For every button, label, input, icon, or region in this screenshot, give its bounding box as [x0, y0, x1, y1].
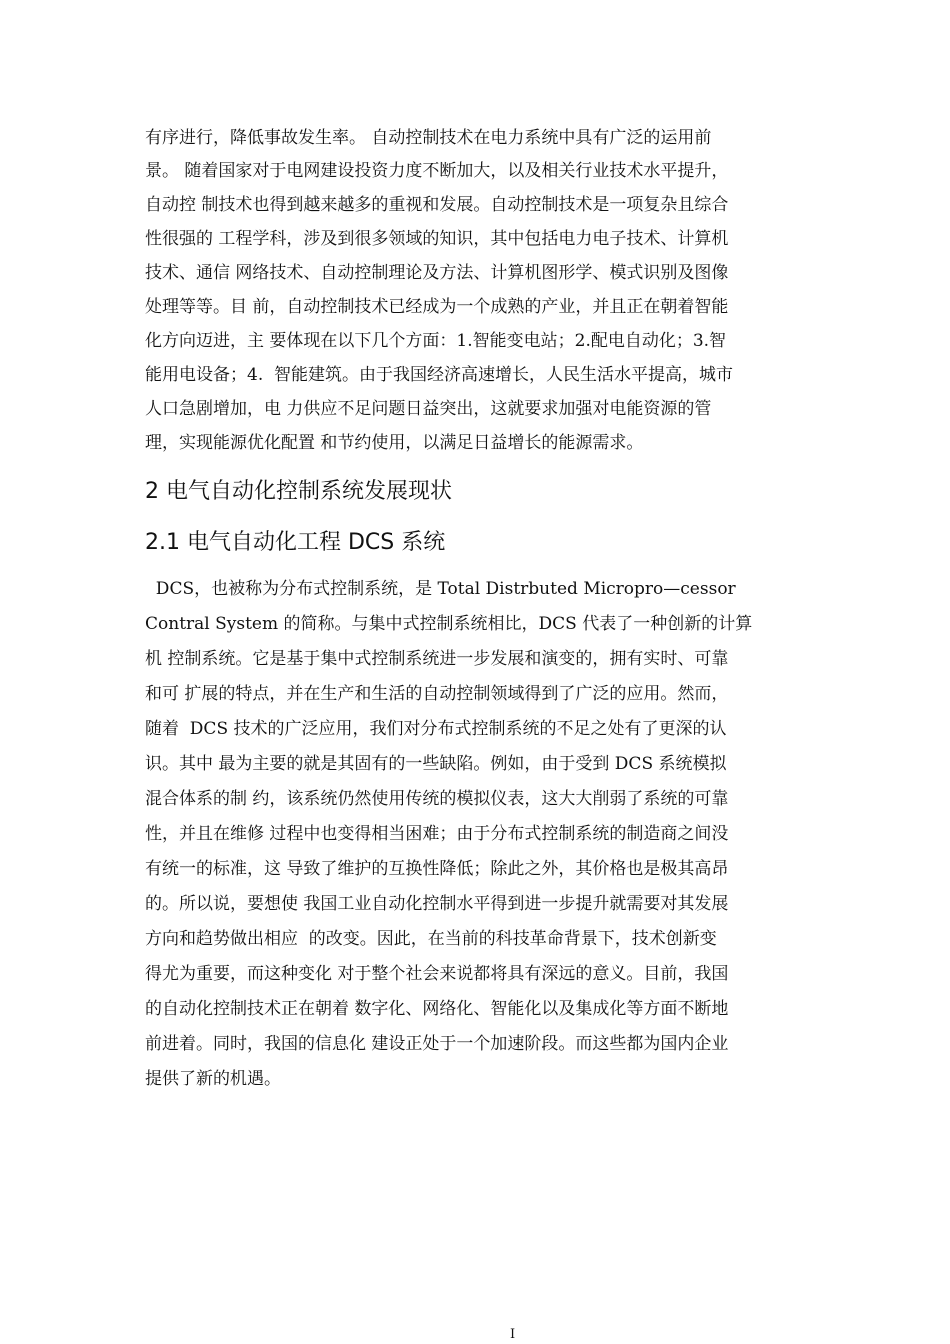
intro-line: 能用电设备；4. 智能建筑。由于我国经济高速增长，人民生活水平提高，城市 — [145, 365, 734, 385]
intro-line: 化方向迈进，主 要体现在以下几个方面：1.智能变电站；2.配电自动化；3.智 — [145, 331, 727, 351]
body-line: 机 控制系统。它是基于集中式控制系统进一步发展和演变的，拥有实时、可靠 — [145, 649, 729, 669]
intro-line: 人口急剧增加，电 力供应不足问题日益突出，这就要求加强对电能资源的管 — [145, 399, 712, 419]
body-line: 的。所以说，要想使 我国工业自动化控制水平得到进一步提升就需要对其发展 — [145, 894, 729, 914]
intro-line: 景。 随着国家对于电网建设投资力度不断加大，以及相关行业技术水平提升， — [145, 161, 729, 181]
body-line: 提供了新的机遇。 — [145, 1069, 281, 1089]
body-line: 混合体系的制 约，该系统仍然使用传统的模拟仪表，这大大削弱了系统的可靠 — [145, 789, 729, 809]
page-number: I — [510, 1327, 516, 1342]
body-line: 得尤为重要，而这种变化 对于整个社会来说都将具有深远的意义。目前，我国 — [145, 964, 729, 984]
body-line: 随着 DCS 技术的广泛应用，我们对分布式控制系统的不足之处有了更深的认 — [145, 719, 727, 739]
intro-line: 性很强的 工程学科，涉及到很多领域的知识，其中包括电力电子技术、计算机 — [145, 229, 729, 249]
intro-line: 有序进行，降低事故发生率。 自动控制技术在电力系统中具有广泛的运用前 — [145, 128, 712, 148]
body-line: 前进着。同时，我国的信息化 建设正处于一个加速阶段。而这些都为国内企业 — [145, 1034, 729, 1054]
body-line: 有统一的标准，这 导致了维护的互换性降低；除此之外，其价格也是极其高昂 — [145, 859, 729, 879]
subsection-heading: 2.1 电气自动化工程 DCS 系统 — [145, 530, 446, 555]
body-line: 的自动化控制技术正在朝着 数字化、网络化、智能化以及集成化等方面不断地 — [145, 999, 729, 1019]
section-heading: 2 电气自动化控制系统发展现状 — [145, 479, 452, 504]
body-line: DCS，也被称为分布式控制系统，是 Total Distrbuted Micropro—cessor — [145, 579, 736, 599]
body-line: 和可 扩展的特点，并在生产和生活的自动控制领域得到了广泛的应用。然而， — [145, 684, 729, 704]
intro-line: 技术、通信 网络技术、自动控制理论及方法、计算机图形学、模式识别及图像 — [145, 263, 729, 283]
intro-line: 处理等等。目 前，自动控制技术已经成为一个成熟的产业，并且正在朝着智能 — [145, 297, 729, 317]
intro-line: 理，实现能源优化配置 和节约使用，以满足日益增长的能源需求。 — [145, 433, 644, 453]
body-line: 识。其中 最为主要的就是其固有的一些缺陷。例如，由于受到 DCS 系统模拟 — [145, 754, 727, 774]
body-line: 性，并且在维修 过程中也变得相当困难；由于分布式控制系统的制造商之间没 — [145, 824, 729, 844]
body-line: Contral System 的简称。与集中式控制系统相比，DCS 代表了一种创新的计算 — [145, 614, 753, 634]
body-line: 方向和趋势做出相应 的改变。因此，在当前的科技革命背景下，技术创新变 — [145, 929, 717, 949]
intro-line: 自动控 制技术也得到越来越多的重视和发展。自动控制技术是一项复杂且综合 — [145, 195, 729, 215]
